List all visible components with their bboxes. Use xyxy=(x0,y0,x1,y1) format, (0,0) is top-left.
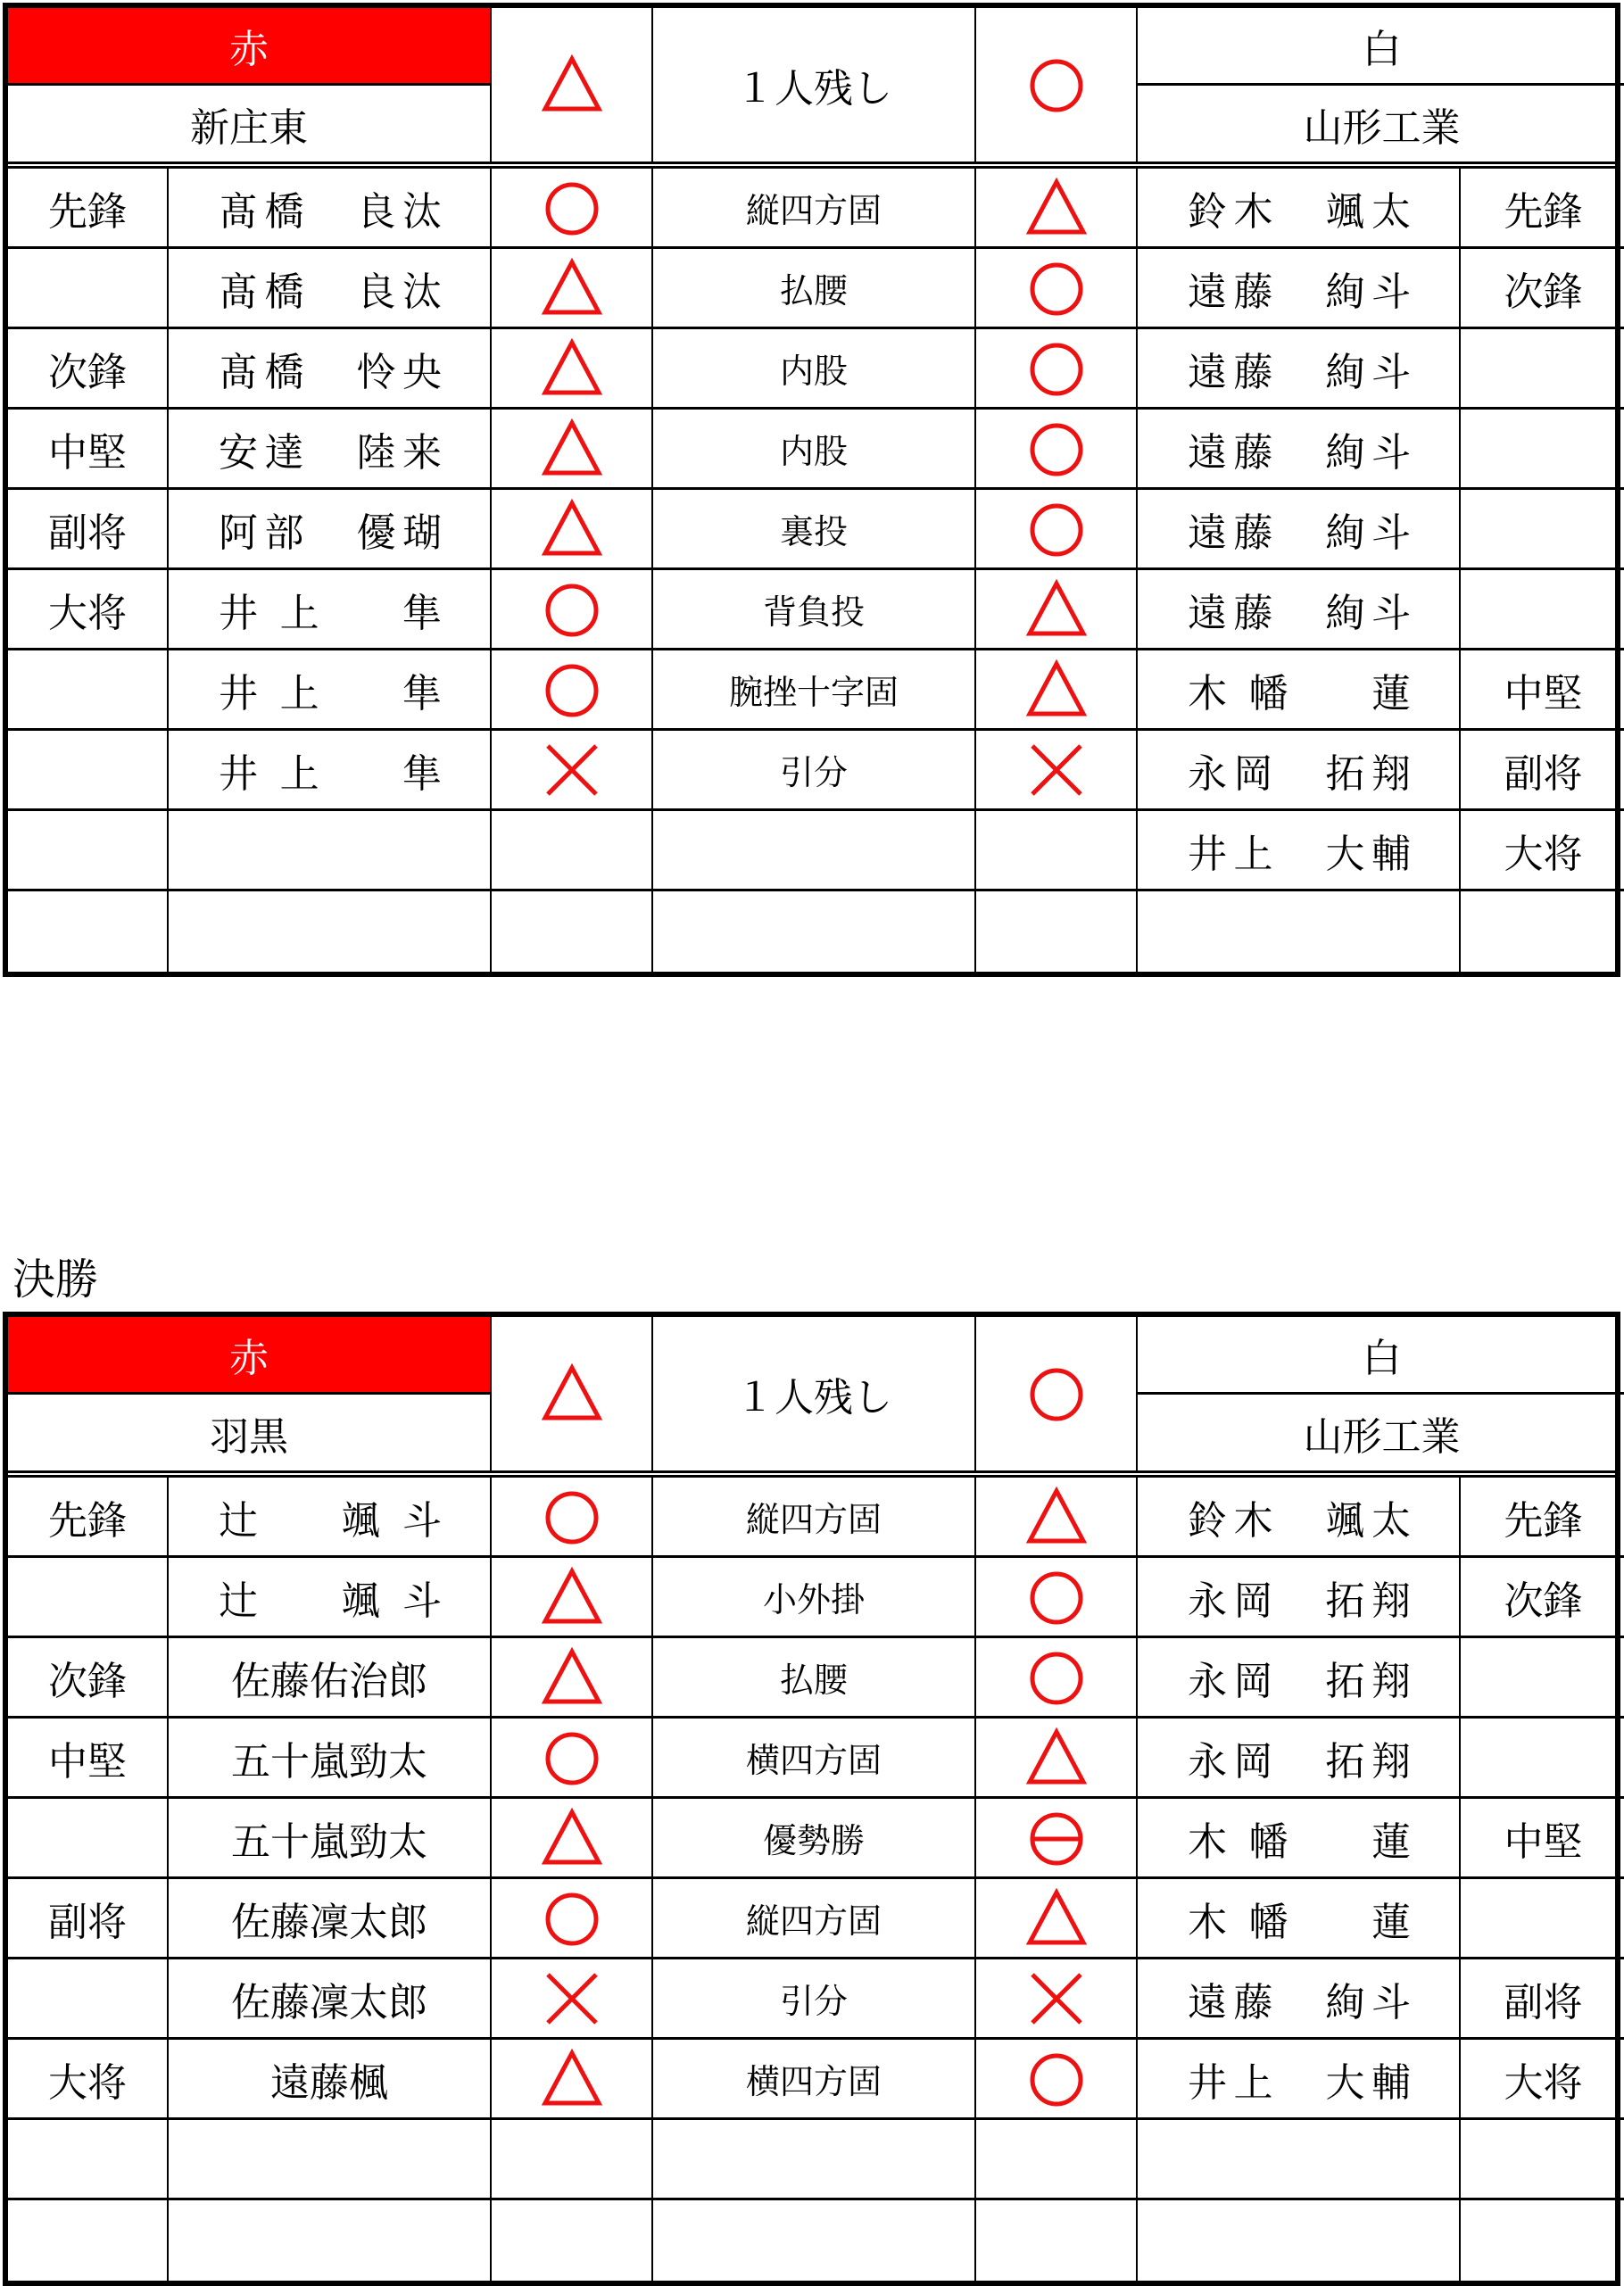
white-position xyxy=(1461,410,1624,490)
white-position xyxy=(1461,1879,1624,1959)
match-result-text: １人残し xyxy=(653,8,976,162)
technique xyxy=(653,2120,976,2200)
white-player-name xyxy=(1138,1478,1461,1558)
technique: 引分 xyxy=(653,1959,976,2040)
red-player-name xyxy=(169,570,492,650)
white-player-name-text: 木幡 蓮 xyxy=(1188,1818,1411,1865)
red-position xyxy=(8,891,169,972)
white-mark-empty xyxy=(976,2200,1138,2281)
triangle-mark-icon xyxy=(492,1558,653,1638)
white-player-name xyxy=(1138,2040,1461,2120)
red-side-label: 赤 xyxy=(8,8,492,86)
white-player-name xyxy=(1138,1799,1461,1879)
white-side-label: 白 xyxy=(1138,1317,1624,1395)
white-player-name-text: 遠藤 絢斗 xyxy=(1188,269,1411,315)
circle-mark-icon xyxy=(492,1879,653,1959)
white-position: 大将 xyxy=(1461,811,1624,891)
red-player-name-text: 佐藤佑治郎 xyxy=(231,1658,427,1704)
triangle-mark-icon xyxy=(976,1879,1138,1959)
triangle-mark-icon xyxy=(976,1719,1138,1799)
technique xyxy=(653,2200,976,2281)
red-player-name xyxy=(169,1478,492,1558)
technique: 腕挫十字固 xyxy=(653,650,976,731)
white-position xyxy=(1461,2120,1624,2200)
match-header xyxy=(8,1317,1615,1470)
white-player-name xyxy=(1138,329,1461,410)
white-player-name xyxy=(1138,1879,1461,1959)
red-player-name xyxy=(169,2200,492,2281)
red-player-name xyxy=(169,169,492,249)
white-result-mark-icon xyxy=(976,8,1138,162)
white-position: 次鋒 xyxy=(1461,249,1624,329)
technique: 内股 xyxy=(653,410,976,490)
white-player-name-text: 鈴木 颯太 xyxy=(1188,188,1411,235)
red-player-name-text: 遠藤楓 xyxy=(270,2059,388,2106)
theta-mark-icon xyxy=(976,1799,1138,1879)
red-player-name xyxy=(169,1638,492,1719)
white-player-name-text: 遠藤 絢斗 xyxy=(1188,590,1411,636)
white-position xyxy=(1461,1719,1624,1799)
red-player-name xyxy=(169,731,492,811)
red-position xyxy=(8,650,169,731)
red-position: 副将 xyxy=(8,1879,169,1959)
white-team-name: 山形工業 xyxy=(1303,1413,1461,1460)
red-player-name xyxy=(169,1558,492,1638)
white-player-name xyxy=(1138,1558,1461,1638)
circle-mark-icon xyxy=(976,329,1138,410)
white-position: 先鋒 xyxy=(1461,1478,1624,1558)
white-team-name: 山形工業 xyxy=(1303,104,1461,151)
white-player-name xyxy=(1138,410,1461,490)
triangle-mark-icon xyxy=(492,1638,653,1719)
white-position xyxy=(1461,1638,1624,1719)
red-position: 次鋒 xyxy=(8,1638,169,1719)
match-table-1 xyxy=(3,3,1620,977)
red-player-name-text: 安達 陸来 xyxy=(219,429,442,476)
red-player-name xyxy=(169,1959,492,2040)
red-team-name: 新庄東 xyxy=(8,86,492,162)
red-player-name-text: 五十嵐勁太 xyxy=(231,1738,427,1785)
circle-mark-icon xyxy=(492,1719,653,1799)
white-player-name-text: 遠藤 絢斗 xyxy=(1188,509,1411,556)
technique: 小外掛 xyxy=(653,1558,976,1638)
red-position xyxy=(8,2120,169,2200)
white-player-name-text: 井上 大輔 xyxy=(1188,831,1411,877)
red-player-name-text: 五十嵐勁太 xyxy=(231,1818,427,1865)
triangle-mark-icon xyxy=(492,410,653,490)
cross-mark-icon xyxy=(492,731,653,811)
white-player-name xyxy=(1138,1638,1461,1719)
technique: 払腰 xyxy=(653,1638,976,1719)
triangle-mark-icon xyxy=(492,329,653,410)
white-position xyxy=(1461,329,1624,410)
technique: 引分 xyxy=(653,731,976,811)
white-player-name-text: 鈴木 颯太 xyxy=(1188,1497,1411,1544)
header-separator xyxy=(8,1470,1615,1478)
red-player-name-text: 井上 隼 xyxy=(219,670,442,716)
white-player-name-text: 木幡 蓮 xyxy=(1188,670,1411,716)
red-position xyxy=(8,1799,169,1879)
white-position xyxy=(1461,2200,1624,2281)
cross-mark-icon xyxy=(976,1959,1138,2040)
technique xyxy=(653,891,976,972)
white-player-name xyxy=(1138,2120,1461,2200)
red-position xyxy=(8,2200,169,2281)
white-player-name-text: 永岡 拓翔 xyxy=(1188,1578,1411,1624)
technique: 払腰 xyxy=(653,249,976,329)
white-mark-empty xyxy=(976,2120,1138,2200)
red-result-mark-icon xyxy=(492,8,653,162)
triangle-mark-icon xyxy=(976,169,1138,249)
red-player-name xyxy=(169,1799,492,1879)
match-table-final xyxy=(3,1312,1620,2286)
technique xyxy=(653,811,976,891)
match-header xyxy=(8,8,1615,162)
white-player-name xyxy=(1138,1719,1461,1799)
circle-mark-icon xyxy=(976,2040,1138,2120)
bout-rows xyxy=(8,1478,1615,2281)
white-position xyxy=(1461,490,1624,570)
red-mark-empty xyxy=(492,891,653,972)
white-position xyxy=(1461,891,1624,972)
circle-mark-icon xyxy=(976,490,1138,570)
red-player-name-text: 井上 隼 xyxy=(219,750,442,797)
circle-mark-icon xyxy=(492,1478,653,1558)
red-player-name xyxy=(169,410,492,490)
technique: 横四方固 xyxy=(653,1719,976,1799)
white-result-mark-icon xyxy=(976,1317,1138,1470)
bout-rows xyxy=(8,169,1615,972)
white-side-label: 白 xyxy=(1138,8,1624,86)
white-player-name-text: 永岡 拓翔 xyxy=(1188,1658,1411,1704)
white-player-name-text: 遠藤 絢斗 xyxy=(1188,1979,1411,2025)
white-player-name-text: 遠藤 絢斗 xyxy=(1188,349,1411,395)
red-position: 中堅 xyxy=(8,1719,169,1799)
match-result-text: １人残し xyxy=(653,1317,976,1470)
red-team-name: 羽黒 xyxy=(8,1395,492,1470)
white-player-name xyxy=(1138,570,1461,650)
red-mark-empty xyxy=(492,2120,653,2200)
red-position xyxy=(8,811,169,891)
technique: 内股 xyxy=(653,329,976,410)
red-position: 先鋒 xyxy=(8,1478,169,1558)
white-player-name xyxy=(1138,249,1461,329)
red-position: 大将 xyxy=(8,570,169,650)
cross-mark-icon xyxy=(492,1959,653,2040)
white-player-name xyxy=(1138,2200,1461,2281)
technique: 横四方固 xyxy=(653,2040,976,2120)
red-player-name-text: 髙橋 怜央 xyxy=(219,349,442,395)
white-position: 副将 xyxy=(1461,731,1624,811)
circle-mark-icon xyxy=(492,570,653,650)
white-player-name-text: 遠藤 絢斗 xyxy=(1188,429,1411,476)
red-player-name-text: 佐藤凜太郎 xyxy=(231,1899,427,1945)
technique: 縦四方固 xyxy=(653,1478,976,1558)
section-title-final: 決勝 xyxy=(12,1255,99,1305)
white-position: 大将 xyxy=(1461,2040,1624,2120)
red-position: 次鋒 xyxy=(8,329,169,410)
circle-mark-icon xyxy=(976,1638,1138,1719)
triangle-mark-icon xyxy=(492,1799,653,1879)
white-position: 中堅 xyxy=(1461,1799,1624,1879)
red-position xyxy=(8,1558,169,1638)
technique: 優勢勝 xyxy=(653,1799,976,1879)
triangle-mark-icon xyxy=(976,570,1138,650)
circle-mark-icon xyxy=(976,1558,1138,1638)
red-player-name xyxy=(169,1719,492,1799)
technique: 裏投 xyxy=(653,490,976,570)
red-player-name xyxy=(169,2120,492,2200)
red-player-name-text: 髙橋 良汰 xyxy=(219,188,442,235)
red-player-name-text: 佐藤凜太郎 xyxy=(231,1979,427,2025)
red-player-name xyxy=(169,891,492,972)
red-position xyxy=(8,1959,169,2040)
triangle-mark-icon xyxy=(492,490,653,570)
red-player-name-text: 井上 隼 xyxy=(219,590,442,636)
white-player-name xyxy=(1138,1959,1461,2040)
white-mark-empty xyxy=(976,891,1138,972)
circle-mark-icon xyxy=(492,169,653,249)
red-position: 先鋒 xyxy=(8,169,169,249)
circle-mark-icon xyxy=(492,650,653,731)
red-player-name xyxy=(169,811,492,891)
white-player-name-text: 永岡 拓翔 xyxy=(1188,1738,1411,1785)
white-player-name-text: 井上 大輔 xyxy=(1188,2059,1411,2106)
red-position: 中堅 xyxy=(8,410,169,490)
triangle-mark-icon xyxy=(492,249,653,329)
header-separator xyxy=(8,162,1615,169)
red-player-name-text: 髙橋 良汰 xyxy=(219,269,442,315)
cross-mark-icon xyxy=(976,731,1138,811)
red-player-name xyxy=(169,1879,492,1959)
white-position: 次鋒 xyxy=(1461,1558,1624,1638)
white-mark-empty xyxy=(976,811,1138,891)
white-player-name-text: 木幡 蓮 xyxy=(1188,1899,1411,1945)
red-result-mark-icon xyxy=(492,1317,653,1470)
white-player-name xyxy=(1138,891,1461,972)
triangle-mark-icon xyxy=(976,1478,1138,1558)
circle-mark-icon xyxy=(976,249,1138,329)
white-player-name xyxy=(1138,169,1461,249)
red-player-name xyxy=(169,650,492,731)
red-player-name-text: 辻 颯斗 xyxy=(219,1497,442,1544)
red-side-label: 赤 xyxy=(8,1317,492,1395)
red-position xyxy=(8,249,169,329)
white-position xyxy=(1461,570,1624,650)
circle-mark-icon xyxy=(976,410,1138,490)
white-player-name-text: 永岡 拓翔 xyxy=(1188,750,1411,797)
red-position: 大将 xyxy=(8,2040,169,2120)
white-position: 副将 xyxy=(1461,1959,1624,2040)
red-position: 副将 xyxy=(8,490,169,570)
white-player-name xyxy=(1138,650,1461,731)
white-player-name xyxy=(1138,811,1461,891)
red-player-name-text: 辻 颯斗 xyxy=(219,1578,442,1624)
white-player-name xyxy=(1138,731,1461,811)
red-mark-empty xyxy=(492,2200,653,2281)
red-mark-empty xyxy=(492,811,653,891)
triangle-mark-icon xyxy=(976,650,1138,731)
white-position: 中堅 xyxy=(1461,650,1624,731)
red-player-name xyxy=(169,2040,492,2120)
technique: 縦四方固 xyxy=(653,1879,976,1959)
red-player-name xyxy=(169,490,492,570)
red-player-name xyxy=(169,329,492,410)
red-position xyxy=(8,731,169,811)
red-player-name-text: 阿部 優瑚 xyxy=(219,509,442,556)
red-player-name xyxy=(169,249,492,329)
triangle-mark-icon xyxy=(492,2040,653,2120)
white-position: 先鋒 xyxy=(1461,169,1624,249)
white-player-name xyxy=(1138,490,1461,570)
technique: 縦四方固 xyxy=(653,169,976,249)
technique: 背負投 xyxy=(653,570,976,650)
